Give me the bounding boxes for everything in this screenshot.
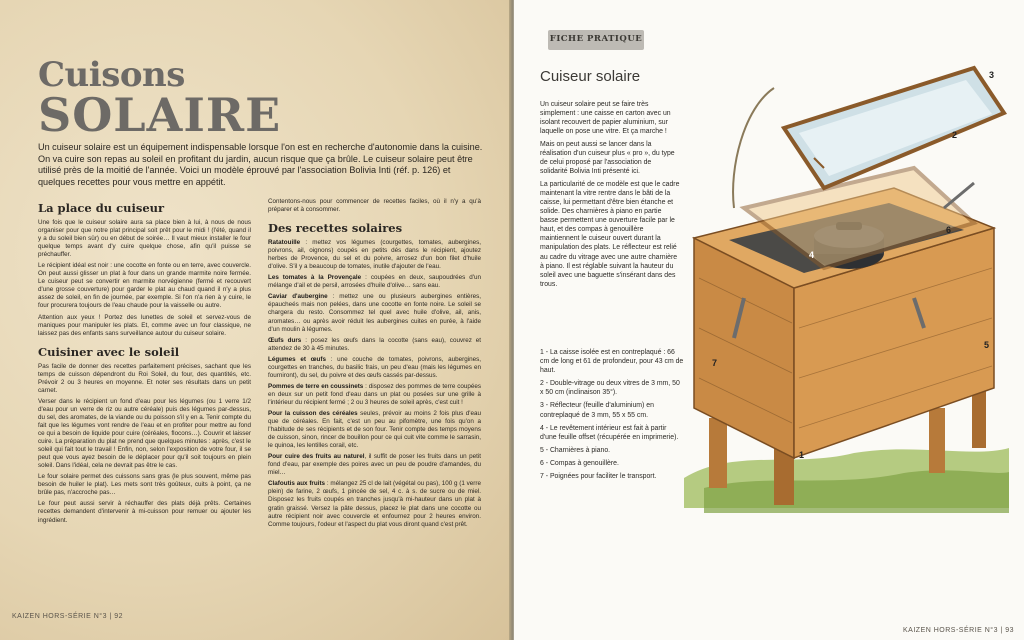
legend-item: 6 - Compas à genouillère.: [540, 459, 619, 467]
legend-item: 3 - Réflecteur (feuille d'aluminium) en contreplaqué de 3 mm, 55 x 55 cm.: [540, 402, 654, 419]
page-footer-right: KAIZEN HORS-SÉRIE N°3 | 93: [903, 627, 1014, 634]
page-footer-left: KAIZEN HORS-SÉRIE N°3 | 92: [12, 613, 123, 620]
paragraph: Le four peut aussi servir à réchauffer des plats déjà prêts. Certaines recettes demandent d'intervenir à mi-cuisson pour remuer ou ajouter les ingrédient.: [38, 500, 251, 524]
paragraph: La particularité de ce modèle est que le cadre maintenant la vitre rentre dans le bâti de la caisse, lui permettant d'être bien étanche et solide. Des charnières à piano en partie basse permettent une ouverture facile par le haut, et des compas à genouillère maintiennent le cuiseur ouvert durant la manipulation des plats. Le réflecteur est relié au cadre du vitrage avec une autre charnière à piano. Il est réglable suivant la hauteur du soleil avec une baguette s'insérant dans des trous.: [540, 180, 680, 288]
heading-place: La place du cuiseur: [38, 201, 165, 215]
marker-4: 4: [809, 250, 815, 260]
recipe-cereales: Pour la cuisson des céréales seules, prévoir au moins 2 fois plus d'eau que de céréales. En fait, c'est un peu au pifomètre, une fois qu'on a l'habitude de ses récipients et de son four. Tenir compte des temps moyens de cuisson, sinon, rincer de bouillon pour ce qui cuit vite comme le sarrasin, le quinoa, les lentilles corail, etc.: [268, 409, 482, 450]
marker-7: 7: [712, 358, 718, 368]
paragraph: Pas facile de donner des recettes parfaitement précises, sachant que les temps de cuisson dépendront du Roi Soleil, du four, des quantités, etc. Prévoir 2 ou 3 heures en moyenne. Et noter ses résultats dans un petit carnet.: [38, 362, 251, 394]
intro-paragraph: Un cuiseur solaire est un équipement indispensable lorsque l'on est en recherche d'autonomie dans la cuisine. On va cuire son repas au soleil en profitant du jardin, aucun risque que ça brûle. Le cuiseur solaire peut être utilisé près de la moitié de l'année. Voici un modèle éprouvé par l'association Bolivia Inti (réf. p. 126) et quelques recettes pour vous mettre en appétit.: [38, 142, 483, 187]
paragraph: Attention aux yeux ! Portez des lunettes de soleil et servez-vous de maniques pour manipuler les plats. Et, comme avec un four classique, ne laissez pas des enfants sans surveillance autour du cuiseur solaire.: [38, 313, 251, 337]
recipe-ratatouille: Ratatouille : mettez vos légumes (courgettes, tomates, aubergines, poivrons, ail, oignons) coupés en petits dés dans le récipient, ajoutez herbes de Provence, du sel et du poivre, arrosez d'un bon filet d'huile d'olive. S'il y a beaucoup de tomates, inutile d'ajouter de l'eau.: [268, 239, 481, 271]
fiche-text: [540, 100, 680, 292]
marker-1: 1: [799, 450, 805, 460]
legend-item: 5 - Charnières à piano.: [540, 446, 611, 454]
section-tag: FICHE PRATIQUE: [548, 30, 644, 50]
title-line-2: SOLAIRE: [38, 88, 282, 142]
solar-cooker-illustration: [674, 48, 1014, 518]
paragraph: Verser dans le récipient un fond d'eau pour les légumes (ou 1 verre 1/2 d'eau pour un verre de riz ou autre céréale) puis des légumes par-dessus, du sel, des aromates, de la viande ou du poisson s'il y en a. Tenir compte du fait que les légumes vont rendre de l'eau et en profiter pour mettre au fond ce qui a besoin de liquide pour cuire (céréales, flocons…). Couvrir et laisser cuire. La préparation du plat ne prend que quelques minutes : après, c'est le soleil qui fait tout le travail ! Enfin, non, selon l'exposition de votre four, il se peut que vous ayez besoin de le déplacer pour qu'il soit toujours en plein soleil. Dans l'idéal, cela ne devrait pas être le cas.: [38, 397, 251, 470]
recipe-tomates: Les tomates à la Provençale : coupées en deux, saupoudrées d'un mélange d'ail et de persil, arrosées d'huile d'olive… sans eau.: [268, 274, 481, 290]
right-page: [514, 0, 1024, 640]
recipe-clafoutis: Clafoutis aux fruits : mélangez 25 cl de lait (végétal ou pas), 100 g (1 verre plein) de farine, 2 œufs, 1 pincée de sel, 4 c. à s. de sucre ou de miel. Disposez les fruits coupés en tranches jusqu'à mi-hauteur dans un plat à gratin graissé. Versez la pâte dessus, placez le plat dans une cocotte ou autre récipient noir avec couvercle et enfournez pour 2 heures environ. Comme toujours, l'odeur et l'aspect du plat vous diront quand c'est prêt.: [268, 480, 481, 528]
column-2: [268, 198, 481, 532]
recipe-caviar: Caviar d'aubergine : mettez une ou plusieurs aubergines entières, épaucheés mais non pelées, dans une cocotte en fonte noire. Le soleil se chargera du resto. Consommez tel quel avec huile d'olive, ail, anis, aromates… ou après avoir réduit les aubergines cuites en purée, à l'aide d'un moulin à légumes.: [268, 293, 481, 333]
paragraph: Mais on peut aussi se lancer dans la réalisation d'un cuiseur plus « pro », du type de celui proposé par l'association de solidarité Bolivia Inti présenté ici.: [540, 140, 675, 176]
paragraph: Une fois que le cuiseur solaire aura sa place bien à lui, à nous de nous organiser pour que notre plat principal soit prêt pour le midi ! (l'été, quand il y a du soleil bien sûr) ou en début de soirée… Il vaut mieux installer le four quelque temps avant d'y cuire quelque chose, afin qu'il puisse se préchauffer.: [38, 219, 251, 259]
paragraph: Le four solaire permet des cuissons sans gras (le plus souvent, même pas besoin de huiler le plat). Les mets sont très goûteux, cuits à point, ça ne brûle pas, n'accroche pas…: [38, 473, 251, 497]
legend-list: [540, 348, 684, 485]
legend-item: 7 - Poignées pour faciliter le transport.: [540, 473, 657, 481]
recipe-oeufs-durs: Œufs durs : posez les œufs dans la cocotte (sans eau), couvrez et attendez de 30 à 45 minutes.: [268, 336, 481, 352]
recipe-legumes-oeufs: Légumes et œufs : une couche de tomates, poivrons, aubergines, courgettes en tranches, du basilic frais, un peu d'eau (mais les légumes en fourniront), du sel, du poivre et des œufs cassés par-dessus.: [268, 355, 481, 379]
legend-item: 2 - Double-vitrage ou deux vitres de 3 mm, 50 x 50 cm (inclinaison 35°).: [540, 380, 680, 397]
marker-6: 6: [946, 225, 952, 235]
legend-item: 1 - La caisse isolée est en contreplaqué : 66 cm de long et 61 de profondeur, pour 43 cm de haut.: [540, 349, 684, 375]
paragraph: Contentons-nous pour commencer de recettes faciles, où il n'y a qu'à préparer et à consommer.: [268, 198, 481, 214]
column-1: [38, 198, 251, 528]
paragraph: Un cuiseur solaire peut se faire très simplement : une caisse en carton avec un isolant recouvert de papier aluminium, sur laquelle on pose une vitre. Et ça marche !: [540, 101, 671, 136]
legend-item: 4 - Le revêtement intérieur est fait à partir d'une feuille offset (récupérée en imprimerie).: [540, 424, 679, 441]
fiche-title: Cuiseur solaire: [540, 68, 641, 85]
recipe-fruits: Pour cuire des fruits au naturel, il suffit de poser les fruits dans un petit fond d'eau, par exemple des poires avec un peu de poudre d'amandes, du miel…: [268, 453, 481, 477]
title-line-1: Cuisons: [38, 55, 185, 95]
heading-recettes: Des recettes solaires: [268, 221, 403, 236]
heading-cuisiner: Cuisiner avec le soleil: [38, 344, 180, 359]
recipe-pommes-de-terre: Pommes de terre en coussinets : disposez des pommes de terre coupées en deux sur un petit fond d'eau dans un plat ou posées sur une grille à l'intérieur du récipient fermé ; 2 ou 3 heures de soleil après, c'est cuit !: [268, 382, 481, 406]
marker-2: 2: [952, 130, 958, 140]
marker-5: 5: [984, 340, 990, 350]
paragraph: Le récipient idéal est noir : une cocotte en fonte ou en terre, avec couvercle. On peut aussi glisser un plat à four dans un grande marmite noire fermée. Le cuiseur peut se convertir en marmite norvégienne (fermé et recouvert d'une grosse couverture) pour garder le plat au chaud quand il n'y a plus assez de soleil, en fin de journée, par exemple. Si l'on n'a rien à y cuire, le four procurera toujours de l'eau chaude pour la vaisselle ou autre.: [38, 262, 251, 310]
marker-3: 3: [989, 70, 995, 80]
